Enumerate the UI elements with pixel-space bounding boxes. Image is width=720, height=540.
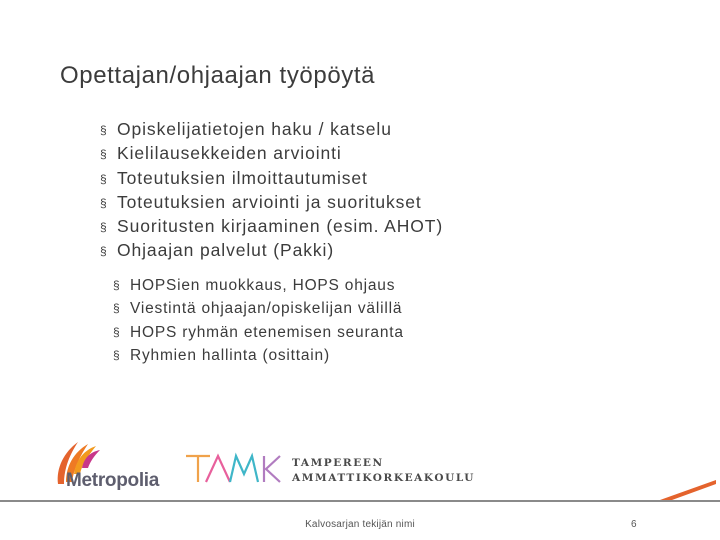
sub-bullet-list [113,274,404,367]
bullet-item [100,142,443,166]
sub-bullet-item [113,297,404,320]
bullet-marker: § [100,123,108,137]
bullet-marker: § [113,347,121,362]
metropolia-name: Metropolia [66,470,160,491]
bullet-list [100,118,443,264]
bullet-text: Ohjaajan palvelut (Pakki) [117,240,335,261]
bullet-item [100,239,443,263]
tamk-line-2: AMMATTIKORKEAKOULU [292,472,476,484]
bullet-item [100,215,443,239]
sub-bullet-text: Ryhmien hallinta (osittain) [130,346,330,364]
bullet-marker: § [113,324,121,339]
footer-divider [0,480,720,504]
footer-author: Kalvosarjan tekijän nimi [305,519,415,530]
bullet-marker: § [113,301,121,316]
slide-title: Opettajan/ohjaajan työpöytä [60,62,376,89]
sub-bullet-text: HOPSien muokkaus, HOPS ohjaus [130,277,396,294]
sub-bullet-text: Viestintä ohjaajan/opiskelijan välillä [130,300,403,318]
sub-bullet-item [113,274,404,297]
sub-bullet-text: HOPS ryhmän etenemisen seuranta [130,323,404,341]
bullet-marker: § [100,244,108,259]
bullet-marker: § [100,220,108,235]
bullet-marker: § [100,195,108,210]
bullet-text: Kielilausekkeiden arviointi [117,143,342,164]
bullet-text: Toteutuksien ilmoittautumiset [117,167,368,188]
sub-bullet-item [113,321,404,344]
bullet-text: Opiskelijatietojen haku / katselu [117,119,392,139]
bullet-item [100,191,443,215]
sub-bullet-item [113,344,404,367]
bullet-marker: § [100,171,108,186]
page-number: 6 [631,519,637,530]
bullet-text: Toteutuksien arviointi ja suoritukset [117,191,422,212]
bullet-item [100,118,443,142]
bullet-marker: § [100,147,108,162]
bullet-item [100,167,443,191]
bullet-marker: § [113,278,121,292]
tamk-line-1: TAMPEREEN [292,457,384,469]
bullet-text: Suoritusten kirjaaminen (esim. AHOT) [117,216,444,237]
